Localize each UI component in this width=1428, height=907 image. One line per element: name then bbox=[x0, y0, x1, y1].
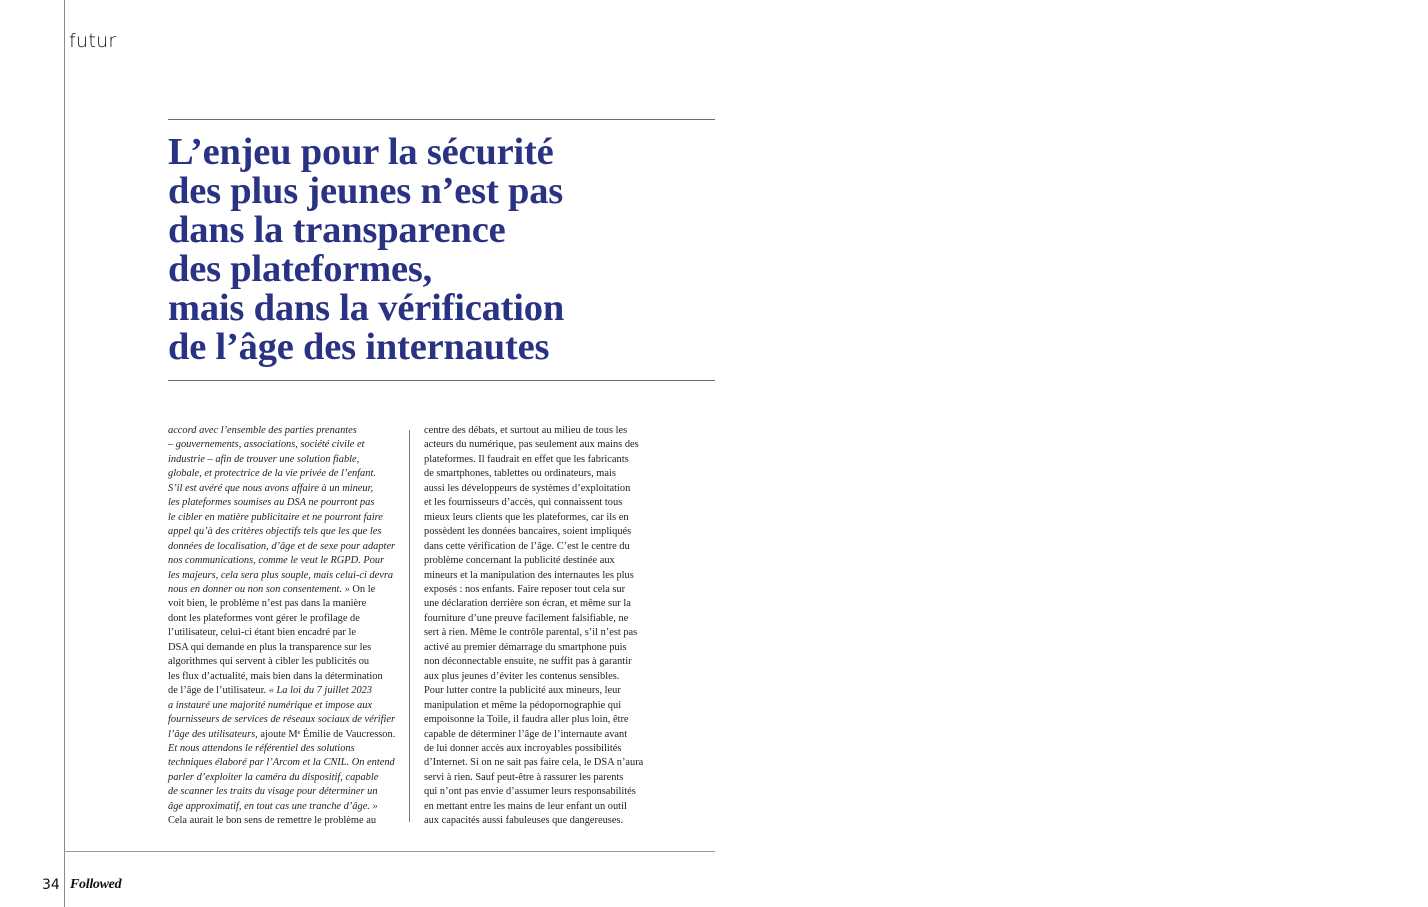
section-label: futur bbox=[69, 30, 117, 52]
text-line: industrie – afin de trouver une solution fiable, bbox=[168, 453, 360, 465]
text-line: Pour lutter contre la publicité aux mineurs, leur bbox=[424, 685, 621, 697]
text-line: données de localisation, d’âge et de sexe pour adapter bbox=[168, 540, 396, 552]
headline-line: L’enjeu pour la sécurité bbox=[168, 131, 554, 173]
text-line: sert à rien. Même le contrôle parental, s’il n’est pas bbox=[424, 627, 638, 639]
page-number: 34 bbox=[42, 877, 60, 893]
text-line: possèdent les données bancaires, soient impliqués bbox=[424, 526, 632, 538]
text-line: parler d’exploiter la caméra du dispositif, capable bbox=[168, 771, 379, 783]
text-line: plateformes. Il faudrait en effet que les fabricants bbox=[424, 453, 629, 465]
text-line: de smartphones, tablettes ou ordinateurs, mais bbox=[424, 468, 616, 480]
text-line: accord avec l’ensemble des parties prenantes bbox=[168, 425, 357, 436]
text-line: capable de déterminer l’âge de l’internaute avant bbox=[424, 728, 628, 740]
text-line: aussi les développeurs de systèmes d’exploitation bbox=[424, 482, 631, 494]
text-line: une déclaration derrière son écran, et même sur la bbox=[424, 598, 631, 610]
text-line: servi à rien. Sauf peut-être à rassurer les parents bbox=[424, 771, 624, 783]
text-line: d’Internet. Si on ne sait pas faire cela, le DSA n’aura bbox=[424, 757, 644, 769]
text-line bbox=[168, 728, 398, 742]
text-line: Cela aurait le bon sens de remettre le problème au bbox=[168, 815, 377, 827]
text-line: fournisseurs de services de réseaux sociaux de vérifier bbox=[168, 714, 396, 726]
text-line: mineurs et la manipulation des internautes les plus bbox=[424, 569, 634, 581]
text-line: a instauré une majorité numérique et impose aux bbox=[168, 699, 373, 711]
text-fragment: ajoute Mᵉ Émilie de Vaucresson. bbox=[260, 728, 396, 740]
text-line: de scanner les traits du visage pour déterminer un bbox=[168, 786, 378, 798]
text-line: dans cette vérification de l’âge. C’est le centre du bbox=[424, 540, 630, 552]
text-line: Et nous attendons le référentiel des solutions bbox=[168, 742, 355, 754]
headline-line: mais dans la vérification bbox=[168, 287, 565, 329]
text-line: les majeurs, cela sera plus souple, mais celui-ci devra bbox=[168, 569, 394, 581]
text-line: en mettant entre les mains de leur enfant un outil bbox=[424, 800, 627, 812]
headline-line: des plateformes, bbox=[168, 248, 433, 290]
text-fragment: nous en donner ou non son consentement. » bbox=[168, 583, 350, 595]
headline-line: de l’âge des internautes bbox=[168, 326, 550, 368]
text-line: mieux leurs clients que les plateformes, car ils en bbox=[424, 511, 629, 523]
headline-line: des plus jeunes n’est pas bbox=[168, 170, 564, 212]
text-line: aux plus jeunes d’éviter les contenus sensibles. bbox=[424, 670, 620, 682]
text-line: centre des débats, et surtout au milieu de tous les bbox=[424, 425, 628, 436]
text-line: – gouvernements, associations, société civile et bbox=[168, 439, 365, 451]
text-line bbox=[168, 583, 398, 597]
text-fragment: « La loi du 7 juillet 2023 bbox=[268, 685, 373, 697]
magazine-brand-logo: Followed bbox=[70, 877, 122, 892]
headline-bottom-rule bbox=[168, 380, 715, 381]
text-fragment: de l’âge de l’utilisateur. bbox=[168, 685, 267, 697]
text-line: voit bien, le problème n’est pas dans la manière bbox=[168, 598, 367, 610]
text-line: et les fournisseurs d’accès, qui connaissent tous bbox=[424, 497, 623, 509]
pull-quote-headline bbox=[168, 133, 708, 367]
headline-top-rule bbox=[168, 119, 715, 120]
text-line: de lui donner accès aux incroyables possibilités bbox=[424, 742, 622, 754]
text-line: techniques élaboré par l’Arcom et la CNIL. On entend bbox=[168, 757, 395, 769]
text-line: globale, et protectrice de la vie privée de l’enfant. bbox=[168, 468, 376, 480]
text-line: fourniture d’une preuve facilement falsifiable, ne bbox=[424, 612, 629, 624]
text-fragment: On le bbox=[352, 583, 376, 595]
text-line: empoisonne la Toile, il faudra aller plus loin, être bbox=[424, 714, 629, 726]
body-column-right bbox=[424, 424, 659, 829]
text-line: manipulation et même la pédopornographie qui bbox=[424, 699, 622, 711]
text-line: exposés : nos enfants. Faire reposer tout cela sur bbox=[424, 583, 626, 595]
text-line bbox=[168, 684, 398, 698]
text-line: le cibler en matière publicitaire et ne pourront faire bbox=[168, 511, 383, 523]
text-line: DSA qui demande en plus la transparence sur les bbox=[168, 641, 372, 653]
text-line: âge approximatif, en tout cas une tranche d’âge. » bbox=[168, 800, 378, 812]
body-column-left bbox=[168, 424, 398, 829]
text-line: non déconnectable ensuite, ne suffit pas à garantir bbox=[424, 656, 632, 668]
column-divider bbox=[409, 430, 410, 822]
text-line: qui n’ont pas envie d’assumer leurs responsabilités bbox=[424, 786, 636, 798]
text-line: algorithmes qui servent à cibler les publicités ou bbox=[168, 656, 370, 668]
text-line: problème concernant la publicité destinée aux bbox=[424, 555, 615, 567]
footer-rule bbox=[64, 851, 715, 852]
text-line: les flux d’actualité, mais bien dans la détermination bbox=[168, 670, 383, 682]
text-line: aux capacités aussi fabuleuses que dangereuses. bbox=[424, 815, 624, 827]
text-line: les plateformes soumises au DSA ne pourront pas bbox=[168, 497, 375, 509]
text-line: activé au premier démarrage du smartphone puis bbox=[424, 641, 627, 653]
text-line: acteurs du numérique, pas seulement aux mains des bbox=[424, 439, 639, 451]
text-line: nos communications, comme le veut le RGPD. Pour bbox=[168, 555, 385, 567]
headline-line: dans la transparence bbox=[168, 209, 506, 251]
text-fragment: l’âge des utilisateurs, bbox=[168, 728, 258, 740]
text-line: dont les plateformes vont gérer le profilage de bbox=[168, 612, 360, 624]
left-margin-rule bbox=[64, 0, 65, 907]
text-line: S’il est avéré que nous avons affaire à un mineur, bbox=[168, 482, 374, 494]
text-line: appel qu’à des critères objectifs tels que les que les bbox=[168, 526, 382, 538]
text-line: l’utilisateur, celui-ci étant bien encadré par le bbox=[168, 627, 356, 639]
